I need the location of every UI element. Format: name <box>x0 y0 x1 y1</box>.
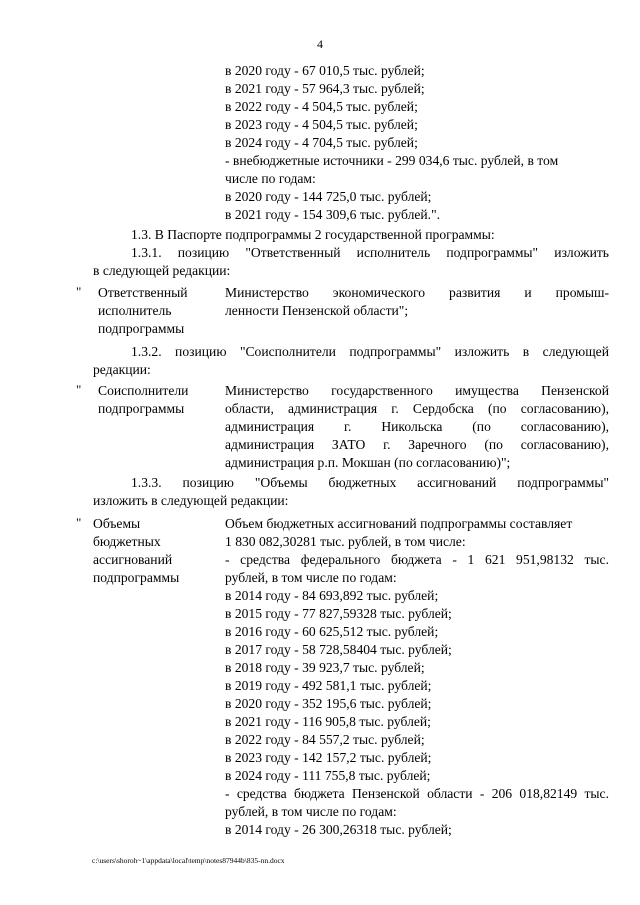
list-item: в 2023 году - 4 504,5 тыс. рублей; <box>225 117 418 132</box>
list-item: числе по годам: <box>225 171 316 186</box>
row-value: в 2014 году - 26 300,26318 тыс. рублей; <box>225 822 452 837</box>
paragraph-1-3-3: 1.3.3. позицию "Объемы бюджетных ассигнований подпрограммы" <box>131 475 609 490</box>
list-item: в 2020 году - 67 010,5 тыс. рублей; <box>225 63 425 78</box>
quote-mark: " <box>76 382 82 397</box>
row-label: ассигнований <box>93 552 173 567</box>
row-value: 1 830 082,30281 тыс. рублей, в том числе: <box>225 534 466 549</box>
quote-mark: " <box>76 284 82 299</box>
list-item: в 2024 году - 4 704,5 тыс. рублей; <box>225 135 418 150</box>
footer-file-path: c:\users\shoroh~1\appdata\local\temp\notes87944b\835-nn.docx <box>92 856 285 865</box>
paragraph-1-3-1-cont: в следующей редакции: <box>93 263 231 278</box>
row-value: - средства бюджета Пензенской области - 206 018,82149 тыс. <box>225 786 609 801</box>
row-label: подпрограммы <box>98 401 185 416</box>
row-value: администрация г. Никольска (по согласованию), <box>225 419 609 434</box>
row-value: в 2022 году - 84 557,2 тыс. рублей; <box>225 732 425 747</box>
list-item: в 2022 году - 4 504,5 тыс. рублей; <box>225 99 418 114</box>
list-item: в 2020 году - 144 725,0 тыс. рублей; <box>225 189 432 204</box>
row-label: исполнитель <box>98 303 172 318</box>
row-value: рублей, в том числе по годам: <box>225 804 397 819</box>
paragraph-1-3: 1.3. В Паспорте подпрограммы 2 государственной программы: <box>131 227 495 242</box>
list-item: в 2021 году - 57 964,3 тыс. рублей; <box>225 81 425 96</box>
row-value: Министерство государственного имущества Пензенской <box>225 383 609 398</box>
row-value: Объем бюджетных ассигнований подпрограммы составляет <box>225 516 573 531</box>
row-label: подпрограммы <box>93 570 180 585</box>
quote-mark: " <box>76 515 82 530</box>
row-value: администрация ЗАТО г. Заречного (по согласованию), <box>225 437 609 452</box>
row-value: области, администрация г. Сердобска (по согласованию), <box>225 401 609 416</box>
paragraph-1-3-3-cont: изложить в следующей редакции: <box>93 493 289 508</box>
row-value: в 2024 году - 111 755,8 тыс. рублей; <box>225 768 431 783</box>
row-value: в 2014 году - 84 693,892 тыс. рублей; <box>225 588 439 603</box>
row-value: в 2019 году - 492 581,1 тыс. рублей; <box>225 678 432 693</box>
paragraph-1-3-1: 1.3.1. позицию "Ответственный исполнитель подпрограммы" изложить <box>131 245 609 260</box>
paragraph-1-3-2-cont: редакции: <box>93 362 151 377</box>
row-value: ленности Пензенской области"; <box>225 303 409 318</box>
paragraph-1-3-2: 1.3.2. позицию "Соисполнители подпрограммы" изложить в следующей <box>131 344 609 359</box>
list-item: в 2021 году - 154 309,6 тыс. рублей.". <box>225 207 441 222</box>
page-number: 4 <box>317 37 323 51</box>
row-value: в 2018 году - 39 923,7 тыс. рублей; <box>225 660 425 675</box>
row-value: в 2017 году - 58 728,58404 тыс. рублей; <box>225 642 452 657</box>
row-value: в 2015 году - 77 827,59328 тыс. рублей; <box>225 606 452 621</box>
row-value: в 2020 году - 352 195,6 тыс. рублей; <box>225 696 432 711</box>
row-label: Соисполнители <box>98 383 189 398</box>
row-label: Ответственный <box>98 285 188 300</box>
row-value: в 2023 году - 142 157,2 тыс. рублей; <box>225 750 432 765</box>
row-label: подпрограммы <box>98 321 185 336</box>
row-value: администрация р.п. Мокшан (по согласованию)"; <box>225 455 511 470</box>
row-value: Министерство экономического развития и промыш- <box>225 285 609 300</box>
row-value: в 2016 году - 60 625,512 тыс. рублей; <box>225 624 439 639</box>
row-value: - средства федерального бюджета - 1 621 951,98132 тыс. <box>225 552 609 567</box>
row-label: бюджетных <box>93 534 161 549</box>
row-label: Объемы <box>93 516 141 531</box>
list-item: - внебюджетные источники - 299 034,6 тыс. рублей, в том <box>225 153 559 168</box>
row-value: в 2021 году - 116 905,8 тыс. рублей; <box>225 714 431 729</box>
row-value: рублей, в том числе по годам: <box>225 570 397 585</box>
